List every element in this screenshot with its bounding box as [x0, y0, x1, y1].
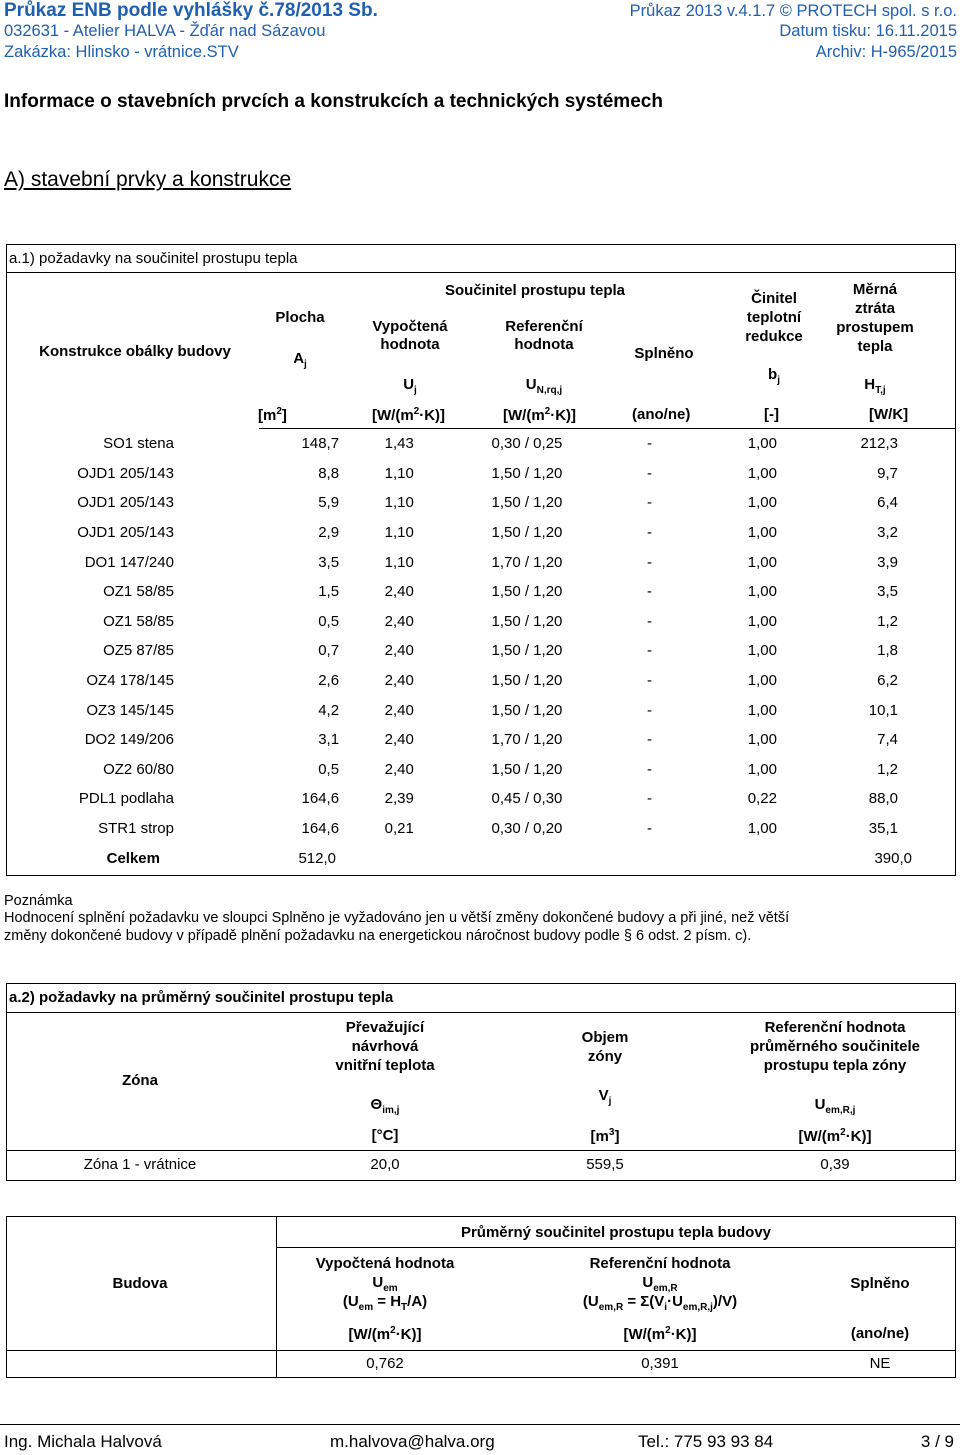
a1-h-loss2: ztráta [854, 300, 895, 317]
a1-u-ref: $[W/(m^2\cdot K)]$ [503, 406, 577, 424]
uref-value: 1,70 / 1,20 [491, 553, 563, 571]
a1-u-factor: [-] [764, 406, 779, 423]
uref-value: 1,50 / 1,20 [491, 760, 563, 778]
a1-h-ref1: Referenční [505, 318, 583, 335]
a1-h-loss1: Měrná [852, 281, 898, 298]
area-value: 8,8 [318, 464, 340, 482]
b-value: 1,00 [747, 820, 777, 838]
h-value: 6,2 [877, 672, 898, 690]
u-value: 2,40 [384, 701, 414, 719]
h-value: 6,4 [877, 494, 898, 512]
footer-email: m.halvova@halva.org [330, 1432, 495, 1451]
uref-value: 1,50 / 1,20 [491, 524, 563, 542]
a1-h-ref-sym: $U_{N,rq,j}$ [525, 376, 563, 396]
u-value: 1,10 [384, 494, 414, 512]
area-value: 0,7 [318, 642, 340, 660]
a2-h-ref2: průměrného součinitele [749, 1038, 921, 1055]
u-value: 2,40 [384, 583, 414, 601]
construction-name: DO1 147/240 [84, 553, 174, 571]
table-row [6, 636, 956, 666]
table-row [6, 666, 956, 696]
uref-value: 1,50 / 1,20 [491, 701, 563, 719]
a2-divider [6, 1012, 956, 1013]
b-value: 1,00 [747, 731, 777, 749]
construction-name: OZ1 58/85 [103, 612, 174, 630]
h-value: 35,1 [868, 820, 898, 838]
a2-h-vol2: zóny [587, 1048, 623, 1065]
a1-h-ok: Splněno [634, 345, 694, 362]
a1-h-u-group: Součinitel prostupu tepla [444, 282, 625, 299]
a2-h-ref1: Referenční hodnota [764, 1019, 906, 1036]
a3-h-ok: Splněno [850, 1275, 910, 1292]
ok-value: - [647, 760, 652, 778]
u-value: 2,40 [384, 612, 414, 630]
a1-h-calc1: Vypočtená [372, 318, 448, 335]
ok-value: - [647, 701, 652, 719]
a1-h-ref2: hodnota [514, 336, 574, 353]
uref-value: 1,70 / 1,20 [491, 731, 563, 749]
uref-value: 1,50 / 1,20 [491, 494, 563, 512]
a1-divider [6, 272, 956, 273]
table-row [6, 725, 956, 755]
area-value: 164,6 [301, 790, 340, 808]
software-version: Průkaz 2013 v.4.1.7 © PROTECH spol. s r.o. [629, 2, 957, 20]
a3-h-calc-formula: $(U_{em} = H_T/A)$ [342, 1293, 428, 1313]
a2-h-ref-sym: $U_{em,R,j}$ [814, 1096, 856, 1116]
b-value: 1,00 [747, 553, 777, 571]
b-value: 1,00 [747, 760, 777, 778]
construction-name: OZ5 87/85 [103, 642, 174, 660]
construction-name: PDL1 podlaha [78, 790, 174, 808]
construction-name: OZ3 145/145 [86, 701, 174, 719]
a3-v-ref: 0,391 [641, 1355, 679, 1372]
table-row [6, 695, 956, 725]
a3-v-calc: 0,762 [366, 1355, 404, 1372]
a1-h-loss3: prostupem [836, 319, 914, 336]
b-value: 1,00 [747, 642, 777, 660]
uref-value: 1,50 / 1,20 [491, 464, 563, 482]
a1-h-factor1: Činitel [751, 290, 797, 307]
a2-h-temp3: vnitřní teplota [335, 1057, 435, 1074]
uref-value: 0,30 / 0,25 [491, 435, 563, 453]
footer-author: Ing. Michala Halvová [4, 1432, 162, 1451]
table-row [6, 429, 956, 459]
a3-h-group: Průměrný součinitel prostupu tepla budovy [460, 1224, 772, 1241]
ok-value: - [647, 612, 652, 630]
a2-row-zone: Zóna 1 - vrátnice [83, 1156, 197, 1173]
h-value: 10,1 [868, 701, 898, 719]
a1-h-factor-sym: $b_j$ [768, 366, 780, 386]
ok-value: - [647, 524, 652, 542]
construction-name: OZ1 58/85 [103, 583, 174, 601]
a3-group-divider [276, 1247, 956, 1248]
u-value: 0,21 [384, 820, 414, 838]
area-value: 2,6 [318, 672, 340, 690]
area-value: 1,5 [318, 583, 340, 601]
a1-total-area: 512,0 [298, 850, 336, 867]
a3-h-calc1: Vypočtená hodnota [315, 1255, 455, 1272]
u-value: 1,10 [384, 553, 414, 571]
construction-name: OZ2 60/80 [103, 760, 174, 778]
a3-u-calc: $[W/(m^2\cdot K)]$ [348, 1325, 422, 1343]
a2-u-ref: $[W/(m^2\cdot K)]$ [798, 1127, 872, 1145]
a1-h-calc-sym: $U_j$ [403, 376, 417, 396]
ok-value: - [647, 672, 652, 690]
construction-name: SO1 stena [103, 435, 174, 453]
table-row [6, 459, 956, 489]
a3-h-ref-sym: $U_{em,R}$ [642, 1274, 678, 1294]
construction-name: STR1 strop [98, 820, 174, 838]
area-value: 164,6 [301, 820, 340, 838]
a2-h-vol1: Objem [581, 1029, 629, 1046]
b-value: 1,00 [747, 524, 777, 542]
a1-h-loss4: tepla [857, 338, 893, 355]
ok-value: - [647, 553, 652, 571]
a2-row-vol: 559,5 [586, 1156, 624, 1173]
ok-value: - [647, 731, 652, 749]
b-value: 1,00 [747, 435, 777, 453]
h-value: 88,0 [868, 790, 898, 808]
b-value: 0,22 [747, 790, 777, 808]
a2-row-ref: 0,39 [820, 1156, 850, 1173]
ok-value: - [647, 790, 652, 808]
u-value: 1,10 [384, 464, 414, 482]
ok-value: - [647, 435, 652, 453]
h-value: 9,7 [877, 464, 898, 482]
a2-h-temp2: návrhová [351, 1038, 419, 1055]
u-value: 2,40 [384, 731, 414, 749]
h-value: 1,2 [877, 760, 898, 778]
a1-h-calc2: hodnota [380, 336, 440, 353]
ok-value: - [647, 464, 652, 482]
footer-phone: Tel.: 775 93 93 84 [638, 1432, 774, 1451]
area-value: 3,5 [318, 553, 340, 571]
a3-v-ok: NE [869, 1355, 891, 1372]
a3-h-ref-formula: $(U_{em,R} = \Sigma(V_i\cdot U_{em,R,j})/V)$ [582, 1293, 738, 1313]
u-value: 2,39 [384, 790, 414, 808]
a3-h-building: Budova [112, 1275, 168, 1292]
table-row [6, 755, 956, 785]
a1-h-area-sym: $A_j$ [293, 350, 307, 370]
u-value: 2,40 [384, 672, 414, 690]
a3-units-divider [6, 1350, 956, 1351]
note-title: Poznámka [4, 893, 73, 909]
b-value: 1,00 [747, 583, 777, 601]
a1-total-label: Celkem [106, 850, 160, 867]
table-row [6, 607, 956, 637]
table-row [6, 518, 956, 548]
a1-u-loss: [W/K] [869, 406, 909, 423]
area-value: 2,9 [318, 524, 340, 542]
note-line2: změny dokončené budovy v případě plnění požadavku na energetickou náročnost budovy podle § 6 odst. 2 písm. c). [4, 928, 752, 944]
a3-h-calc-sym: $U_{em}$ [372, 1274, 398, 1294]
a1-u-calc: $[W/(m^2\cdot K)]$ [372, 406, 446, 424]
h-value: 1,8 [877, 642, 898, 660]
a1-title: a.1) požadavky na součinitel prostupu tepla [9, 250, 298, 267]
project-info: 032631 - Atelier HALVA - Žďár nad Sázavou [4, 22, 326, 40]
a1-h-factor3: redukce [745, 328, 803, 345]
table-row [6, 814, 956, 844]
h-value: 7,4 [877, 731, 898, 749]
a2-row-temp: 20,0 [370, 1156, 400, 1173]
b-value: 1,00 [747, 464, 777, 482]
a1-h-area: Plocha [275, 309, 325, 326]
u-value: 2,40 [384, 760, 414, 778]
a3-h-ref1: Referenční hodnota [589, 1255, 731, 1272]
area-value: 4,2 [318, 701, 340, 719]
construction-name: OJD1 205/143 [77, 524, 174, 542]
print-date: Datum tisku: 16.11.2015 [779, 22, 957, 40]
a1-h-loss-sym: $H_{T,j}$ [864, 376, 886, 396]
a2-h-zone: Zóna [122, 1072, 158, 1089]
ok-value: - [647, 820, 652, 838]
a2-h-temp-sym: $\Theta_{im,j}$ [370, 1096, 400, 1116]
h-value: 212,3 [860, 435, 898, 453]
construction-name: OZ4 178/145 [86, 672, 174, 690]
a3-u-ok: (ano/ne) [850, 1325, 910, 1342]
area-value: 148,7 [301, 435, 340, 453]
h-value: 1,2 [877, 612, 898, 630]
a3-u-ref: $[W/(m^2\cdot K)]$ [623, 1325, 697, 1343]
ok-value: - [647, 583, 652, 601]
uref-value: 0,30 / 0,20 [491, 820, 563, 838]
h-value: 3,9 [877, 553, 898, 571]
table-row [6, 784, 956, 814]
area-value: 0,5 [318, 760, 340, 778]
ok-value: - [647, 642, 652, 660]
archive-number: Archiv: H-965/2015 [815, 43, 957, 61]
h-value: 3,5 [877, 583, 898, 601]
uref-value: 0,45 / 0,30 [491, 790, 563, 808]
a1-u-area: $[m^2]$ [258, 406, 287, 424]
b-value: 1,00 [747, 494, 777, 512]
a1-h-construction: Konstrukce obálky budovy [39, 343, 231, 360]
area-value: 0,5 [318, 612, 340, 630]
a2-u-vol: $[m^3]$ [590, 1127, 620, 1145]
ok-value: - [647, 494, 652, 512]
construction-name: OJD1 205/143 [77, 494, 174, 512]
uref-value: 1,50 / 1,20 [491, 672, 563, 690]
b-value: 1,00 [747, 701, 777, 719]
u-value: 1,10 [384, 524, 414, 542]
a2-h-ref3: prostupu tepla zóny [763, 1057, 907, 1074]
a2-title: a.2) požadavky na průměrný součinitel prostupu tepla [9, 989, 394, 1006]
a1-u-ok: (ano/ne) [632, 406, 691, 423]
doc-title: Průkaz ENB podle vyhlášky č.78/2013 Sb. [4, 0, 378, 21]
u-value: 1,43 [384, 435, 414, 453]
a1-total-h: 390,0 [874, 850, 912, 867]
area-value: 3,1 [318, 731, 340, 749]
table-row [6, 547, 956, 577]
b-value: 1,00 [747, 612, 777, 630]
a2-units-divider [6, 1150, 956, 1151]
table-row [6, 488, 956, 518]
footer-page: 3 / 9 [920, 1432, 954, 1451]
main-title: Informace o stavebních prvcích a konstrukcích a technických systémech [4, 91, 663, 112]
uref-value: 1,50 / 1,20 [491, 612, 563, 630]
a2-u-temp: [°C] [371, 1127, 399, 1144]
area-value: 5,9 [318, 494, 340, 512]
note-line1: Hodnocení splnění požadavku ve sloupci Splněno je vyžadováno jen u větší změny dokončené budovy a při jiné, než větší [4, 910, 790, 926]
uref-value: 1,50 / 1,20 [491, 583, 563, 601]
a1-h-factor2: teplotní [746, 309, 802, 326]
job-info: Zakázka: Hlinsko - vrátnice.STV [4, 43, 239, 61]
u-value: 2,40 [384, 642, 414, 660]
a2-h-temp1: Převažující [345, 1019, 425, 1036]
footer-divider [0, 1424, 960, 1425]
h-value: 3,2 [877, 524, 898, 542]
a1-table [6, 429, 956, 843]
table-row [6, 577, 956, 607]
construction-name: DO2 149/206 [84, 731, 174, 749]
section-title: A) stavební prvky a konstrukce [4, 168, 292, 191]
b-value: 1,00 [747, 672, 777, 690]
uref-value: 1,50 / 1,20 [491, 642, 563, 660]
a2-h-vol-sym: $V_j$ [598, 1087, 612, 1107]
construction-name: OJD1 205/143 [77, 464, 174, 482]
